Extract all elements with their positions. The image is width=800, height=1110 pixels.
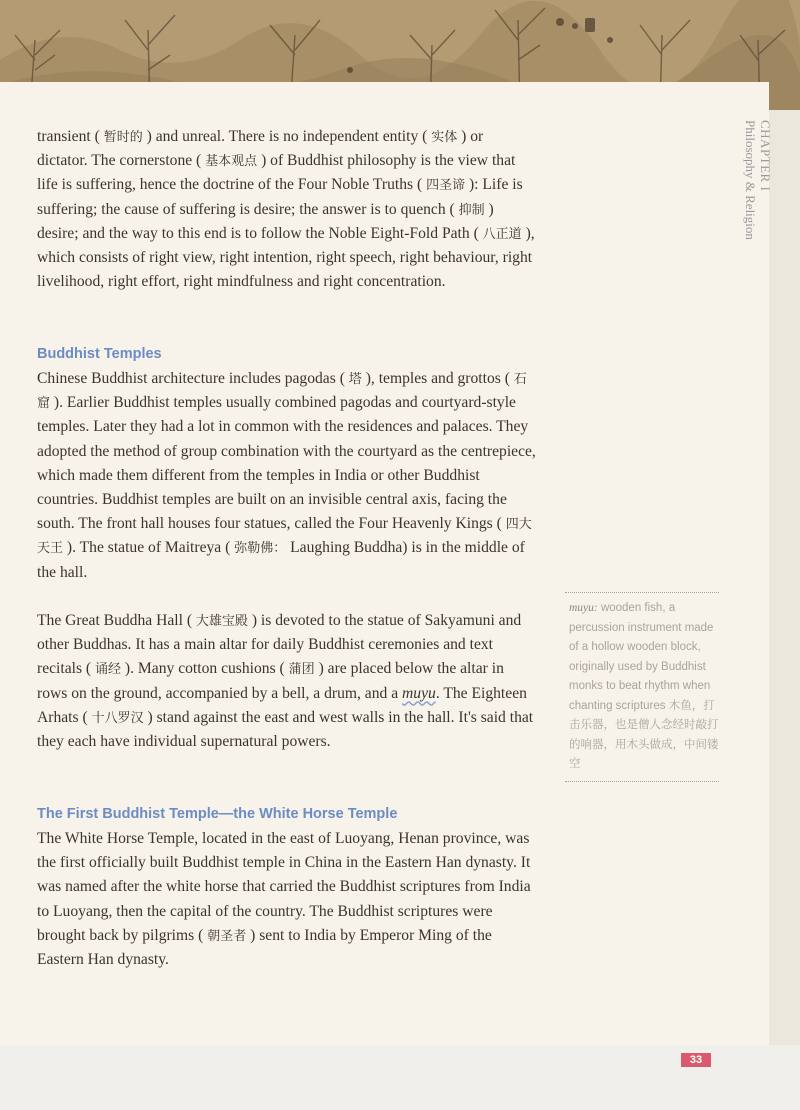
sidenote-definition: wooden fish, a percussion instrument made of a hollow wooden block, originally used by Buddhist monks to beat rhythm when chanting scriptures [569, 602, 714, 712]
white-horse-temple-heading: The First Buddhist Temple—the White Horse Temple [37, 806, 398, 822]
great-buddha-hall-paragraph: The Great Buddha Hall ( 大雄宝殿 ) is devoted to the statue of Sakyamuni and other Buddhas. It has a main altar for daily Buddhist ceremonies and text recitals ( 诵经 ). Many cotton cushions ( 蒲团 ) are placed below the altar in rows on the ground, accompanied by a bell, a drum, and a muyu. The Eighteen Arhats ( 十八罗汉 ) stand against the east and west walls in the hall. It's said that they each have individual supernatural powers. [37, 612, 534, 751]
chapter-running-head [733, 120, 773, 280]
muyu-glossary-term[interactable]: muyu [402, 684, 436, 702]
intro-paragraph: transient ( 暂时的 ) and unreal. There is no independent entity ( 实体 ) or dictator. The cornerstone ( 基本观点 ) of Buddhist philosophy is the view that life is suffering, hence the doctrine of the Four Noble Truths ( 四圣谛 ): Life is suffering; the cause of suffering is desire; the answer is to quench ( 抑制 ) desire; and the way to this end is to follow the Noble Eight-Fold Path ( 八正道 ), which consists of right view, right intention, right speech, right behaviour, right livelihood, right effort, right mindfulness and right concentration. [37, 128, 535, 291]
chapter-label: CHAPTER I [758, 120, 773, 192]
chapter-title: Philosophy & Religion [743, 120, 758, 240]
page-edge-shadow [769, 110, 800, 1045]
muyu-sidenote [565, 592, 719, 782]
temples-paragraph: Chinese Buddhist architecture includes pagodas ( 塔 ), temples and grottos ( 石窟 ). Earlier Buddhist temples usually combined pagodas and courtyard-style temples. Later they had a lot in common with the residences and palaces. They adopted the method of group combination with the courtyard as the centrepiece, which made them different from the temples in India or other Buddhist countries. Buddhist temples are built on an invisible central axis, facing the south. The front hall houses four statues, called the Four Heavenly Kings ( 四大天王 ). The statue of Maitreya ( 弥勒佛： Laughing Buddha) is in the middle of the hall. [37, 370, 536, 581]
page-bottom-margin [0, 1045, 800, 1110]
buddhist-temples-heading: Buddhist Temples [37, 346, 162, 362]
page-number: 33 [681, 1053, 711, 1067]
sidenote-chinese: 木鱼，打击乐器，也是僧人念经时敲打的响器，用木头做成，中间镂空 [569, 699, 719, 770]
sidenote-term: muyu: [569, 602, 598, 614]
white-horse-paragraph: The White Horse Temple, located in the east of Luoyang, Henan province, was the first officially built Buddhist temple in China in the Eastern Han dynasty. It was named after the white horse that carried the Buddhist scriptures from India to Luoyang, then the capital of the country. The Buddhist scriptures were brought back by pilgrims ( 朝圣者 ) sent to India by Emperor Ming of the Eastern Han dynasty. [37, 830, 531, 969]
